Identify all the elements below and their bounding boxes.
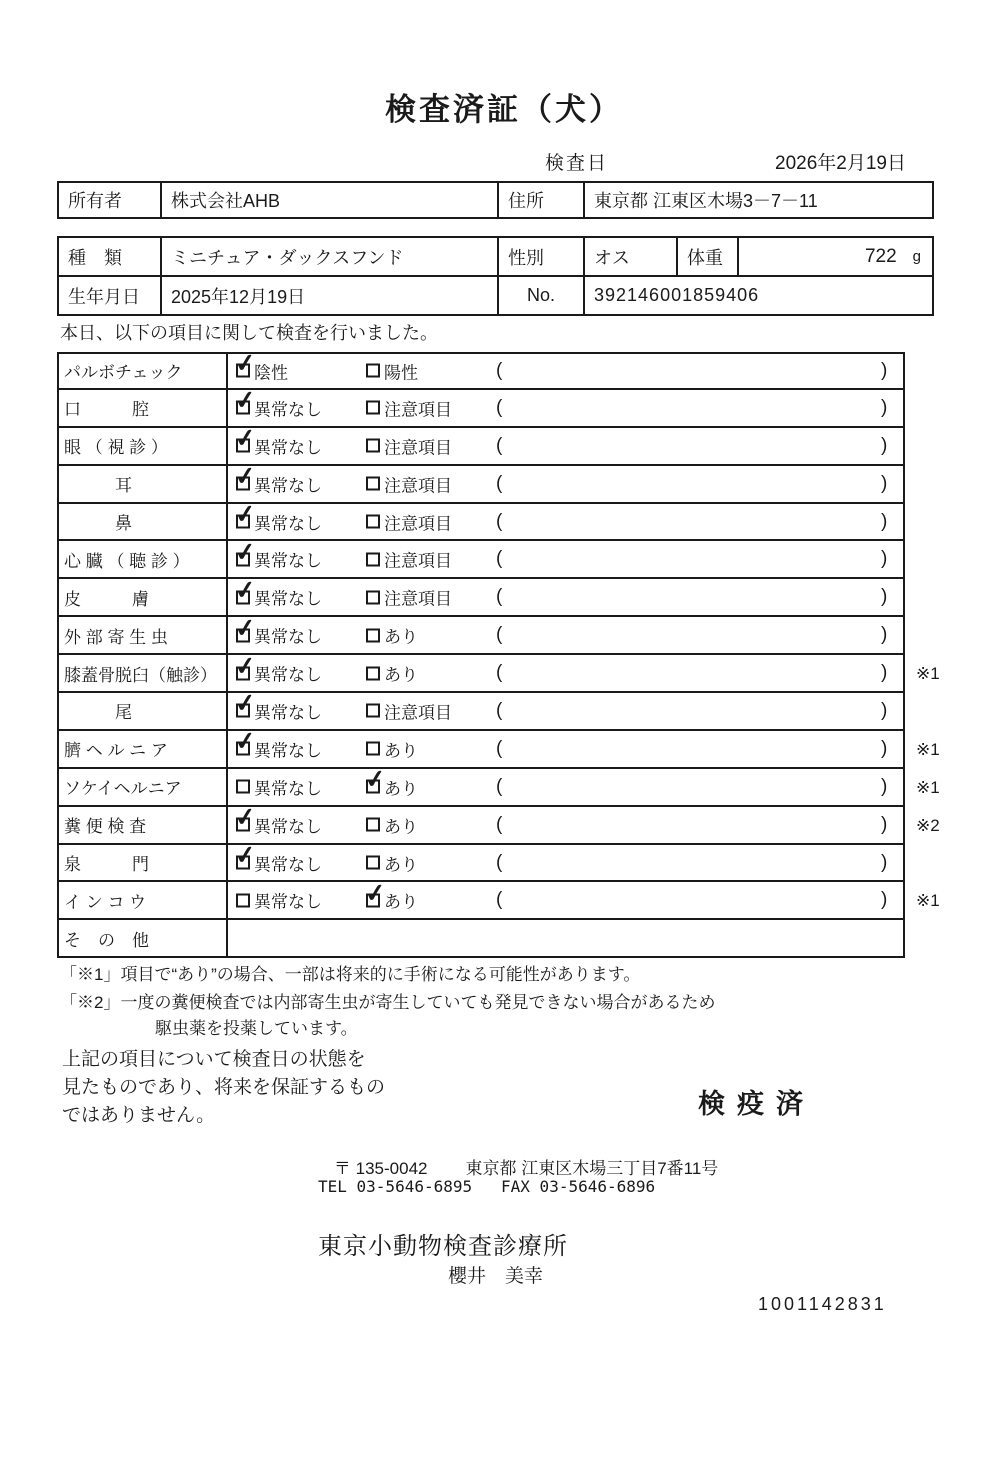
checkbox-option2 (366, 477, 380, 491)
breed-label: 種 類 (59, 238, 162, 275)
option-1-label: 異常なし (254, 438, 322, 458)
paren-open: ( (496, 510, 503, 532)
item-label: 耳 (57, 466, 228, 504)
check-mark-icon: ✓ (233, 423, 258, 454)
item-label: パルボチェック (57, 352, 228, 390)
item-options (228, 840, 905, 883)
option-1-label: 異常なし (254, 892, 322, 912)
weight-label: 体重 (678, 238, 739, 275)
checkbox-option2 (366, 628, 380, 642)
checkbox-option1 (233, 726, 258, 757)
item-options (228, 423, 905, 466)
check-mark-icon: ✓ (233, 575, 258, 606)
clinic-postal-code: 〒 135-0042 (333, 1159, 428, 1178)
item-options (228, 613, 905, 655)
checklist-row (57, 385, 975, 428)
sex-label: 性別 (499, 238, 585, 275)
paren-close: ) (881, 396, 888, 418)
checklist-row (57, 348, 975, 390)
checkbox-option2 (366, 401, 380, 415)
option-2 (363, 764, 418, 799)
checklist-row (57, 423, 975, 466)
paren-close: ) (881, 359, 888, 381)
checkbox-option2 (366, 742, 380, 756)
check-mark-icon: ✓ (233, 537, 258, 568)
paren-close: ) (881, 699, 888, 721)
row-remark (905, 845, 975, 883)
option-1-label: 異常なし (254, 855, 322, 875)
option-2 (366, 661, 418, 686)
item-label: ソケイヘルニア (57, 769, 228, 807)
check-mark-icon: ✓ (363, 764, 388, 795)
paren-close: ) (881, 586, 888, 608)
check-mark-icon: ✓ (233, 802, 258, 833)
paren-close: ) (881, 851, 888, 873)
option-2 (366, 395, 452, 420)
checkbox-option2 (363, 764, 388, 795)
option-2-label: 注意項目 (384, 400, 452, 420)
clinic-name: 東京小動物検査診療所 (318, 1233, 568, 1260)
item-label: 眼 （ 視 診 ） (57, 428, 228, 466)
item-label: 外 部 寄 生 虫 (57, 617, 228, 655)
checkbox-option1 (233, 385, 258, 416)
checkbox-option1 (233, 840, 258, 871)
option-1-label: 異常なし (254, 589, 322, 609)
weight-unit: g (912, 248, 921, 265)
option-2-label: 陽性 (384, 363, 418, 383)
animal-table (57, 236, 934, 316)
option-2-label: 注意項目 (384, 514, 452, 533)
clinic-address: 東京都 江東区木場三丁目7番11号 (465, 1159, 719, 1178)
item-options (228, 499, 905, 542)
option-1-label: 陰性 (254, 363, 288, 383)
row-remark (905, 920, 975, 958)
paren-close: ) (881, 889, 888, 911)
paren-open: ( (496, 434, 503, 456)
checkbox-option2 (366, 439, 380, 453)
paren-open: ( (496, 472, 503, 494)
option-1-label: 異常なし (254, 400, 322, 420)
item-options (228, 348, 905, 390)
animal-row-2 (59, 277, 932, 314)
checkbox-option2 (366, 666, 380, 680)
option-2-label: あり (384, 779, 418, 799)
weight-value: 722 (864, 245, 897, 267)
checklist-row (57, 651, 975, 693)
option-1 (233, 348, 288, 383)
paren-close: ) (881, 472, 888, 494)
item-options (228, 726, 905, 769)
checklist-row (57, 878, 975, 920)
option-1 (233, 726, 322, 761)
checklist-row (57, 499, 975, 542)
paren-open: ( (496, 775, 503, 797)
checklist-row (57, 537, 975, 579)
option-2-label: あり (384, 817, 418, 837)
row-remark (905, 428, 975, 466)
option-2-label: 注意項目 (384, 589, 452, 609)
item-label: イ ン コ ウ (57, 882, 228, 920)
option-1-label: 異常なし (254, 817, 322, 837)
checkbox-option1 (233, 802, 258, 833)
checkbox-option1 (236, 893, 250, 907)
option-1-label: 異常なし (254, 665, 322, 685)
checklist-row (57, 613, 975, 655)
checklist-table (57, 348, 975, 958)
option-2-label: あり (384, 665, 418, 685)
checklist-row (57, 764, 975, 807)
check-mark-icon: ✓ (233, 499, 258, 530)
check-mark-icon: ✓ (233, 651, 258, 682)
paren-close: ) (881, 737, 888, 759)
option-1 (233, 613, 322, 648)
row-remark: ※1 (916, 777, 940, 797)
option-1 (236, 774, 322, 799)
item-options-empty (228, 920, 905, 958)
item-options (228, 802, 905, 845)
row-remark (905, 617, 975, 655)
row-remark: ※1 (916, 664, 940, 684)
checklist-row (57, 461, 975, 504)
birth-value: 2025年12月19日 (162, 277, 499, 314)
option-1-label: 異常なし (254, 741, 322, 761)
option-1-label: 異常なし (254, 551, 322, 571)
paren-close: ) (881, 813, 888, 835)
checklist-row (57, 840, 975, 883)
option-1 (233, 802, 322, 837)
owner-table (57, 181, 934, 219)
item-label: そ の 他 (57, 920, 228, 958)
birth-label: 生年月日 (59, 277, 162, 314)
check-mark-icon: ✓ (233, 348, 258, 379)
paren-close: ) (881, 624, 888, 646)
clinic-tel-fax: TEL 03-5646-6895 FAX 03-5646-6896 (318, 1177, 656, 1196)
checkbox-option2 (366, 704, 380, 718)
breed-value: ミニチュア・ダックスフンド (162, 238, 499, 275)
check-mark-icon: ✓ (363, 878, 388, 909)
check-mark-icon: ✓ (233, 726, 258, 757)
checkbox-option2 (366, 856, 380, 870)
owner-label: 所有者 (59, 183, 162, 217)
option-2 (366, 471, 452, 496)
animal-row-1 (59, 238, 932, 277)
option-1 (233, 461, 322, 496)
checkbox-option1 (236, 780, 250, 794)
paren-open: ( (496, 889, 503, 911)
option-2-label: あり (384, 741, 418, 761)
row-remark (905, 693, 975, 731)
checkbox-option1 (233, 423, 258, 454)
item-options (228, 461, 905, 504)
checkbox-option1 (233, 575, 258, 606)
option-2-label: 注意項目 (384, 551, 452, 571)
disclaimer-line-1: 上記の項目について検査日の状態を (62, 1049, 366, 1070)
option-1 (233, 840, 322, 875)
paren-open: ( (496, 586, 503, 608)
checkbox-option1 (233, 348, 258, 379)
option-2-label: あり (384, 892, 418, 912)
item-options (228, 688, 905, 731)
item-label: 口 腔 (57, 390, 228, 428)
paren-close: ) (881, 510, 888, 532)
option-1 (233, 499, 322, 534)
footnote-1: 「※1」項目で“あり”の場合、一部は将来的に手術になる可能性があります。 (60, 965, 641, 984)
checkbox-option1 (233, 499, 258, 530)
option-1 (233, 651, 322, 686)
item-label: 膝蓋骨脱臼（触診） (57, 655, 228, 693)
option-2 (366, 547, 452, 572)
option-1 (233, 385, 322, 420)
option-2 (366, 698, 452, 723)
veterinarian-name: 櫻井 美幸 (448, 1266, 544, 1287)
item-options (228, 651, 905, 693)
paren-open: ( (496, 662, 503, 684)
footnote-2-continued: 駆虫薬を投薬しています。 (155, 1019, 358, 1038)
option-2 (366, 433, 452, 458)
option-2-label: あり (384, 627, 418, 647)
paren-open: ( (496, 737, 503, 759)
row-remark (905, 504, 975, 542)
check-mark-icon: ✓ (233, 688, 258, 719)
option-2-label: あり (384, 855, 418, 875)
option-2 (366, 623, 418, 648)
address-value: 東京都 江東区木場3－7－11 (594, 191, 818, 211)
no-label: No. (499, 277, 585, 314)
paren-close: ) (881, 548, 888, 570)
checkbox-option1 (233, 688, 258, 719)
check-mark-icon: ✓ (233, 385, 258, 416)
intro-text: 本日、以下の項目に関して検査を行いました。 (60, 323, 438, 343)
item-label: 皮 膚 (57, 579, 228, 617)
row-remark (905, 390, 975, 428)
row-remark (905, 466, 975, 504)
page-title: 検査済証（犬） (385, 92, 623, 127)
option-1 (236, 888, 322, 913)
item-label: 心 臓 （ 聴 診 ） (57, 541, 228, 579)
checkbox-option1 (233, 461, 258, 492)
option-2 (366, 509, 452, 534)
item-label: 糞 便 検 査 (57, 807, 228, 845)
disclaimer-line-3: ではありません。 (62, 1105, 216, 1126)
option-1-label: 異常なし (254, 514, 322, 533)
option-1-label: 異常なし (254, 703, 322, 723)
owner-value: 株式会社AHB (162, 183, 499, 217)
option-1-label: 異常なし (254, 476, 322, 496)
item-label: 鼻 (57, 504, 228, 542)
row-remark (905, 541, 975, 579)
option-2 (366, 812, 418, 837)
item-label: 臍 ヘ ル ニ ア (57, 731, 228, 769)
paren-open: ( (496, 548, 503, 570)
item-options (228, 575, 905, 617)
option-2 (366, 850, 418, 875)
checkbox-option2 (366, 590, 380, 604)
item-options (228, 878, 905, 920)
inspection-date-value: 2026年2月19日 (775, 153, 906, 174)
no-value: 392146001859406 (594, 285, 760, 305)
option-1-label: 異常なし (254, 627, 322, 647)
paren-open: ( (496, 624, 503, 646)
checkbox-option2 (366, 364, 380, 378)
disclaimer (62, 1046, 385, 1130)
row-remark (905, 579, 975, 617)
paren-close: ) (881, 662, 888, 684)
checkbox-option2 (366, 552, 380, 566)
item-label: 泉 門 (57, 845, 228, 883)
option-1 (233, 537, 322, 572)
paren-open: ( (496, 851, 503, 873)
row-remark: ※2 (916, 815, 940, 835)
option-2 (366, 585, 452, 610)
inspection-date-label: 検査日 (545, 153, 609, 174)
option-2 (363, 878, 418, 913)
checklist-row (57, 802, 975, 845)
paren-open: ( (496, 699, 503, 721)
checklist-row (57, 920, 975, 958)
checkbox-option2 (366, 515, 380, 529)
option-2 (366, 736, 418, 761)
serial-number: 1001142831 (758, 1294, 887, 1314)
option-2 (366, 358, 418, 383)
paren-open: ( (496, 813, 503, 835)
checkbox-option1 (233, 537, 258, 568)
checklist-row (57, 575, 975, 617)
row-remark: ※1 (916, 891, 940, 911)
weight-cell (739, 238, 932, 275)
item-options (228, 385, 905, 428)
checkbox-option2 (363, 878, 388, 909)
checklist-row (57, 726, 975, 769)
option-2-label: 注意項目 (384, 476, 452, 496)
item-options (228, 764, 905, 807)
sex-value: オス (585, 238, 678, 275)
check-mark-icon: ✓ (233, 840, 258, 871)
quarantine-stamp: 検疫済 (698, 1089, 815, 1119)
option-2-label: 注意項目 (384, 703, 452, 723)
option-1 (233, 423, 322, 458)
option-1 (233, 575, 322, 610)
checkbox-option1 (233, 651, 258, 682)
row-remark: ※1 (916, 739, 940, 759)
checkbox-option1 (233, 613, 258, 644)
address-label: 住所 (499, 183, 585, 217)
checkbox-option2 (366, 818, 380, 832)
disclaimer-line-2: 見たものであり、将来を保証するもの (62, 1077, 386, 1098)
paren-open: ( (496, 359, 503, 381)
option-1 (233, 688, 322, 723)
footnote-2: 「※2」一度の糞便検査では内部寄生虫が寄生していても発見できない場合があるため (60, 993, 716, 1012)
row-remark (905, 352, 975, 390)
option-1-label: 異常なし (254, 779, 322, 799)
item-options (228, 537, 905, 579)
option-2-label: 注意項目 (384, 438, 452, 458)
check-mark-icon: ✓ (233, 461, 258, 492)
item-label: 尾 (57, 693, 228, 731)
check-mark-icon: ✓ (233, 613, 258, 644)
paren-close: ) (881, 775, 888, 797)
paren-open: ( (496, 396, 503, 418)
checklist-row (57, 688, 975, 731)
paren-close: ) (881, 434, 888, 456)
